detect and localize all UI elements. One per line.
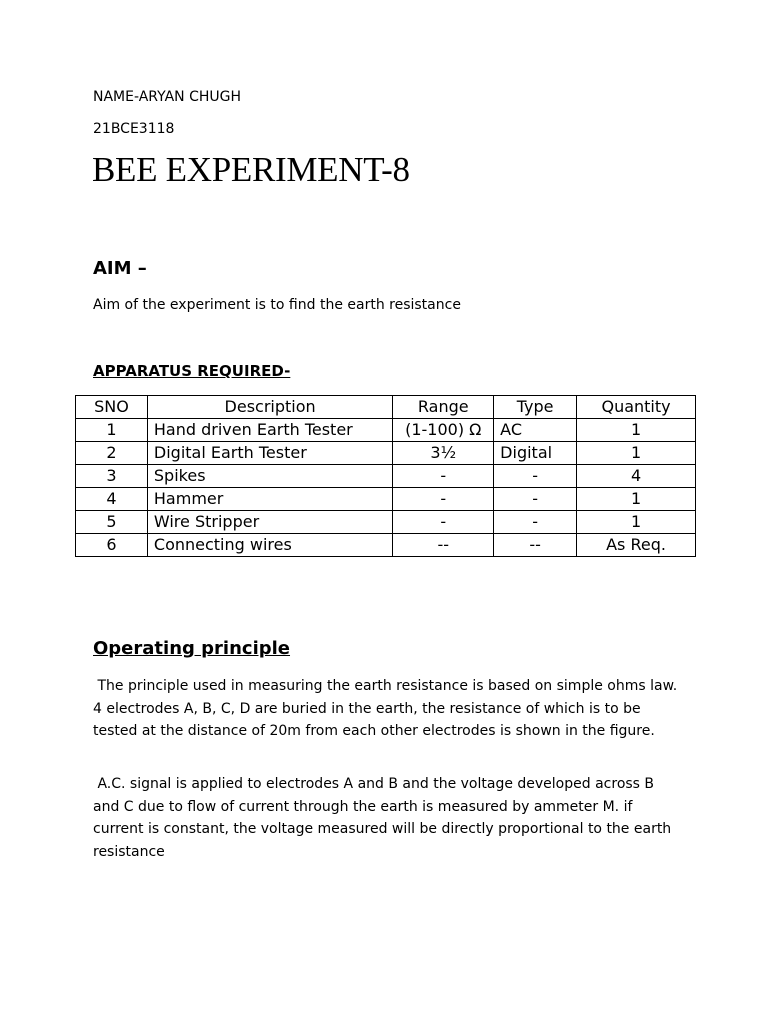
table-cell: - — [494, 488, 577, 511]
table-cell: Digital Earth Tester — [147, 442, 392, 465]
table-row — [76, 419, 696, 442]
table-cell: 6 — [76, 534, 148, 557]
table-cell: 1 — [577, 488, 696, 511]
column-header: Type — [494, 396, 577, 419]
table-row — [76, 534, 696, 557]
table-cell: Spikes — [147, 465, 392, 488]
apparatus-heading: APPARATUS REQUIRED- — [93, 362, 291, 380]
registration-number: 21BCE3118 — [93, 121, 175, 137]
table-cell: - — [393, 465, 494, 488]
student-name: NAME-ARYAN CHUGH — [93, 89, 242, 105]
table-cell: 4 — [577, 465, 696, 488]
column-header: Range — [393, 396, 494, 419]
page-title: BEE EXPERIMENT-8 — [92, 150, 410, 189]
table-cell: 5 — [76, 511, 148, 534]
operating-principle-heading: Operating principle — [93, 638, 291, 659]
table-cell: -- — [393, 534, 494, 557]
table-cell: - — [393, 488, 494, 511]
table-cell: 4 — [76, 488, 148, 511]
table-cell: Hand driven Earth Tester — [147, 419, 392, 442]
table-cell: 3½ — [393, 442, 494, 465]
table-cell: AC — [494, 419, 577, 442]
table-row — [76, 511, 696, 534]
aim-heading: AIM – — [93, 258, 147, 279]
column-header: SNO — [76, 396, 148, 419]
column-header: Description — [147, 396, 392, 419]
table-cell: 1 — [577, 511, 696, 534]
principle-paragraph-2: A.C. signal is applied to electrodes A and B and the voltage developed across B and C due to flow of current through the earth is measured by ammeter M. if current is constant, the voltage measured will be directly proportional to the earth resistance — [93, 776, 676, 860]
column-header: Quantity — [577, 396, 696, 419]
table-header-row — [76, 396, 696, 419]
table-cell: - — [494, 465, 577, 488]
table-cell: 1 — [76, 419, 148, 442]
table-cell: 3 — [76, 465, 148, 488]
aim-text: Aim of the experiment is to find the earth resistance — [93, 297, 461, 313]
table-cell: 2 — [76, 442, 148, 465]
table-cell: Digital — [494, 442, 577, 465]
table-row — [76, 488, 696, 511]
table-cell: As Req. — [577, 534, 696, 557]
principle-paragraph-1: The principle used in measuring the earth resistance is based on simple ohms law. 4 electrodes A, B, C, D are buried in the earth, the resistance of which is to be tested at the distance of 20m from each other electrodes is shown in the figure. — [93, 678, 682, 739]
table-cell: 1 — [577, 419, 696, 442]
table-cell: - — [494, 511, 577, 534]
table-cell: 1 — [577, 442, 696, 465]
table-cell: Connecting wires — [147, 534, 392, 557]
table-cell: (1-100) Ω — [393, 419, 494, 442]
table-cell: Wire Stripper — [147, 511, 392, 534]
table-cell: - — [393, 511, 494, 534]
table-row — [76, 442, 696, 465]
apparatus-table — [75, 395, 696, 557]
table-cell: -- — [494, 534, 577, 557]
table-row — [76, 465, 696, 488]
table-cell: Hammer — [147, 488, 392, 511]
